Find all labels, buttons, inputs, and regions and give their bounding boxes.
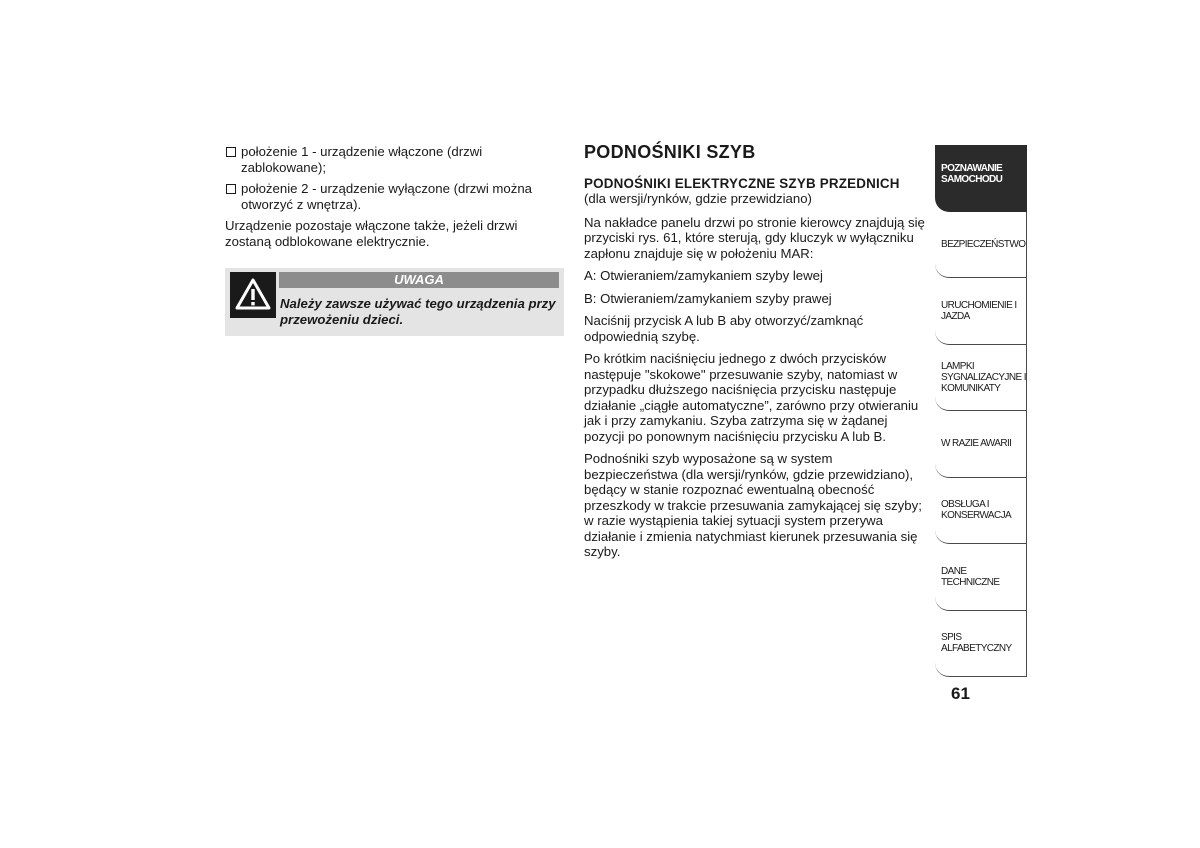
tab-obsluga-i-konserwacja[interactable]: OBSŁUGA I KONSERWACJA [935, 478, 1027, 545]
page-number: 61 [951, 684, 970, 703]
warning-triangle-icon [235, 278, 271, 310]
tab-uruchomienie-i-jazda[interactable]: URUCHOMIENIE I JAZDA [935, 278, 1027, 345]
version-note: (dla wersji/rynków, gdzie przewidziano) [584, 191, 812, 206]
warning-text: Należy zawsze używać tego urządzenia przy przewożeniu dzieci. [280, 296, 556, 327]
paragraph: Podnośniki szyb wyposażone są w system bezpieczeństwa (dla wersji/rynków, gdzie przewidziano), będący w stanie rozpoznać ewentualną obecność przeszkody w trakcie przesuwania zamykającej się szyby; w razie wystąpienia takiej sytuacji system przerywa działanie i zmienia natychmiast kierunek przesuwania się szyby. [584, 451, 922, 559]
chapter-tabs [935, 145, 1027, 677]
paragraph: Na nakładce panelu drzwi po stronie kierowcy znajdują się przyciski rys. 61, które sterują, gdy kluczyk w wyłączniku zapłonu znajduje się w położeniu MAR: [584, 214, 925, 261]
warning-heading: UWAGA [279, 272, 559, 288]
bullet-text: położenie 1 - urządzenie włączone (drzwi zablokowane); [241, 144, 483, 175]
section-title: PODNOŚNIKI SZYB [584, 142, 756, 162]
warning-box [225, 268, 564, 336]
section-subtitle: PODNOŚNIKI ELEKTRYCZNE SZYB PRZEDNICH [584, 176, 900, 191]
right-column [584, 142, 926, 567]
paragraph: B: Otwieraniem/zamykaniem szyby prawej [584, 290, 832, 306]
checkbox-bullet-icon [226, 184, 236, 194]
paragraph: Urządzenie pozostaje włączone także, jeżeli drzwi zostaną odblokowane elektrycznie. [225, 218, 518, 249]
tab-spis-alfabetyczny[interactable]: SPIS ALFABETYCZNY [935, 611, 1027, 678]
bullet-item [225, 144, 565, 175]
tab-poznawanie-samochodu[interactable]: POZNAWANIE SAMOCHODU [935, 145, 1027, 212]
bullet-text: położenie 2 - urządzenie wyłączone (drzwi można otworzyć z wnętrza). [241, 181, 533, 212]
tab-dane-techniczne[interactable]: DANE TECHNICZNE [935, 544, 1027, 611]
tab-bezpieczenstwo[interactable]: BEZPIECZEŃSTWO [935, 212, 1027, 279]
warning-icon-cell [230, 272, 276, 318]
left-column [225, 144, 565, 255]
tab-w-razie-awarii[interactable]: W RAZIE AWARII [935, 411, 1027, 478]
paragraph: A: Otwieraniem/zamykaniem szyby lewej [584, 268, 823, 283]
bullet-item [225, 181, 565, 212]
paragraph: Naciśnij przycisk A lub B aby otworzyć/zamknąć odpowiednią szybę. [584, 313, 864, 344]
tab-lampki-sygnalizacyjne[interactable]: LAMPKI SYGNALIZACYJNE I KOMUNIKATY [935, 345, 1027, 412]
paragraph: Po krótkim naciśnięciu jednego z dwóch przycisków następuje "skokowe" przesuwanie szyby, natomiast w przypadku dłuższego naciśnięcia przycisku następuje działanie „ciągłe automatyczne”, zarówno przy otwieraniu jak i przy zamykaniu. Szyba zatrzyma się w żądanej pozycji po ponownym naciśnięciu przycisku A lub B. [584, 351, 919, 444]
checkbox-bullet-icon [226, 147, 236, 157]
